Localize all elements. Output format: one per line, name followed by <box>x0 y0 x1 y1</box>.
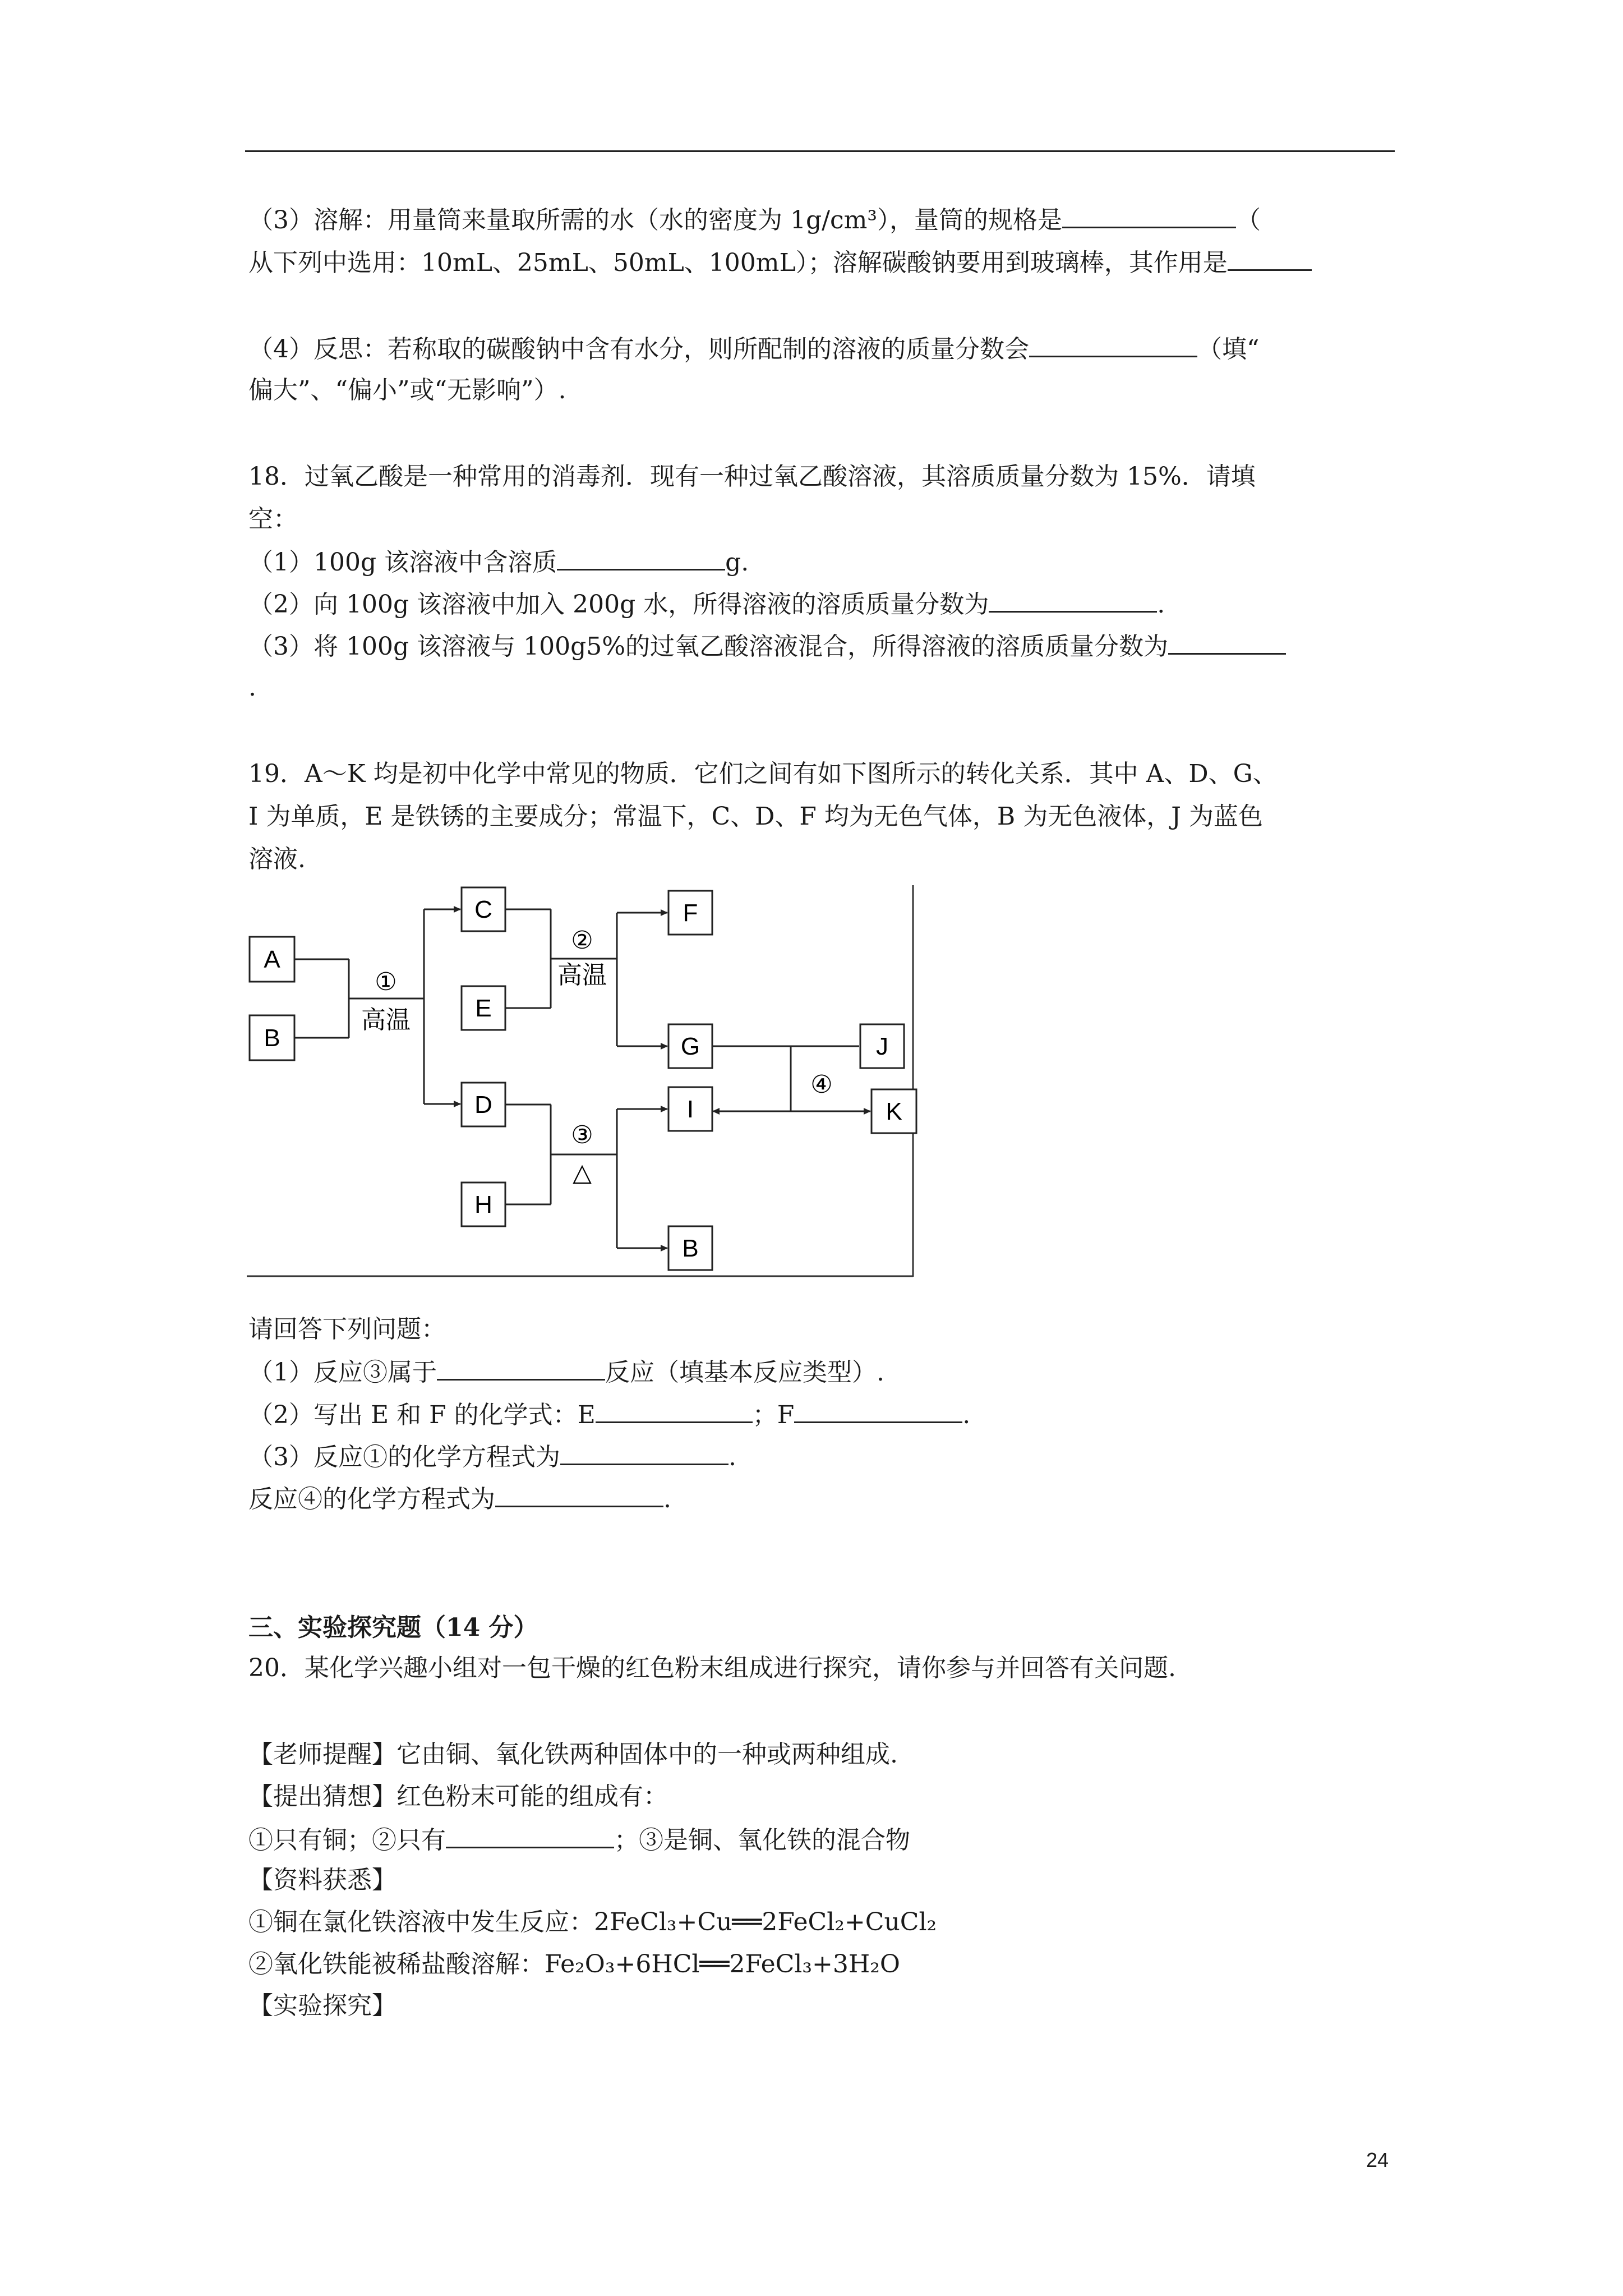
reaction-1-condition: 高温 <box>361 1006 411 1034</box>
section-3-title: 三、实验探究题（14 分） <box>248 1613 538 1642</box>
q18-part3: （3）将 100g 该溶液与 100g5%的过氧乙酸溶液混合，所得溶液的溶质质量分数为 <box>248 628 1286 664</box>
answer-blank[interactable] <box>1168 628 1286 655</box>
box-B-input <box>250 1015 294 1060</box>
box-F <box>668 891 712 935</box>
reaction-1-label: ① <box>375 968 397 996</box>
box-I <box>668 1087 712 1131</box>
svg-text:B: B <box>682 1235 699 1262</box>
box-J <box>860 1024 904 1068</box>
q18-stem-line1: 18．过氧乙酸是一种常用的消毒剂．现有一种过氧乙酸溶液，其溶质质量分数为 15%．请填 <box>248 462 1256 491</box>
q19-part1: （1）反应③属于 反应（填基本反应类型）. <box>248 1354 884 1389</box>
q18-part1: （1）100g 该溶液中含溶质 g. <box>248 544 749 579</box>
svg-text:A: A <box>264 946 280 973</box>
answer-blank[interactable] <box>495 1481 663 1507</box>
svg-text:D: D <box>474 1091 492 1119</box>
svg-text:F: F <box>683 899 698 927</box>
q19-part3: （3）反应①的化学方程式为 . <box>248 1439 736 1474</box>
header-rule <box>245 150 1395 152</box>
answer-blank[interactable] <box>1029 331 1197 357</box>
q18-part3-end: . <box>248 673 256 702</box>
answer-blank[interactable] <box>437 1354 605 1381</box>
svg-text:B: B <box>264 1024 280 1052</box>
reaction-2-label: ② <box>571 927 593 954</box>
q19-stem-line3: 溶液. <box>248 845 306 873</box>
reaction-4-label: ④ <box>810 1071 833 1098</box>
q19-intro: 请回答下列问题： <box>248 1315 446 1343</box>
svg-text:I: I <box>686 1096 694 1123</box>
q20-guess-items: ①只有铜；②只有 ；③是铜、氧化铁的混合物 <box>248 1822 910 1857</box>
box-G <box>668 1024 712 1068</box>
q17-part3-line2: 从下列中选用：10mL、25mL、50mL、100mL）；溶解碳酸钠要用到玻璃棒，其作用是 <box>248 245 1312 280</box>
svg-text:E: E <box>475 995 492 1022</box>
svg-text:G: G <box>680 1033 700 1060</box>
box-E <box>462 986 505 1030</box>
q17-part3-line1: （3）溶解：用量筒来量取所需的水（水的密度为 1g/cm³），量筒的规格是 （ <box>248 202 1261 237</box>
q20-explore-heading: 【实验探究】 <box>248 1991 396 2020</box>
answer-blank[interactable] <box>446 1822 614 1848</box>
svg-text:K: K <box>886 1098 902 1125</box>
q20-guess-heading: 【提出猜想】红色粉末可能的组成有： <box>248 1782 668 1811</box>
q17-part4-line2: 偏大”、“偏小”或“无影响”）. <box>248 376 566 404</box>
q19-stem-line2: I 为单质，E 是铁锈的主要成分；常温下，C、D、F 均为无色气体，B 为无色液体，J 为蓝色 <box>248 802 1263 831</box>
answer-blank[interactable] <box>596 1397 753 1423</box>
page-number: 24 <box>1366 2148 1389 2171</box>
reaction-2-condition: 高温 <box>557 961 607 989</box>
box-C <box>462 887 505 931</box>
reaction-3-condition: △ <box>573 1159 592 1186</box>
answer-blank[interactable] <box>1062 202 1236 228</box>
q20-info-2: ②氧化铁能被稀盐酸溶解：Fe₂O₃+6HCl══2FeCl₃+3H₂O <box>248 1950 900 1978</box>
q20-info-1: ①铜在氯化铁溶液中发生反应：2FeCl₃+Cu══2FeCl₂+CuCl₂ <box>248 1908 937 1936</box>
box-D <box>462 1083 505 1126</box>
answer-blank[interactable] <box>560 1439 728 1465</box>
reaction-3-label: ③ <box>571 1121 593 1149</box>
answer-blank[interactable] <box>989 586 1157 613</box>
q18-stem-line2: 空： <box>248 505 298 533</box>
q20-stem: 20．某化学兴趣小组对一包干燥的红色粉末组成进行探究，请你参与并回答有关问题. <box>248 1654 1176 1682</box>
q19-stem-line1: 19．A～K 均是初中化学中常见的物质．它们之间有如下图所示的转化关系．其中 A、D、G、 <box>248 760 1278 788</box>
q19-part2: （2）写出 E 和 F 的化学式：E ；F . <box>248 1397 970 1432</box>
answer-blank[interactable] <box>1228 245 1312 271</box>
box-K <box>872 1089 916 1133</box>
box-A <box>250 937 294 982</box>
reaction-flow-diagram <box>247 885 920 1278</box>
answer-blank[interactable] <box>794 1397 962 1423</box>
svg-text:C: C <box>474 896 492 923</box>
q19-part4: 反应④的化学方程式为 . <box>248 1481 671 1516</box>
box-H <box>462 1182 505 1226</box>
q20-info-heading: 【资料获悉】 <box>248 1866 396 1894</box>
q18-part2: （2）向 100g 该溶液中加入 200g 水，所得溶液的溶质质量分数为 . <box>248 586 1165 622</box>
svg-text:J: J <box>876 1033 888 1060</box>
reaction-4-connector <box>712 1046 870 1111</box>
q20-teacher-hint: 【老师提醒】它由铜、氧化铁两种固体中的一种或两种组成. <box>248 1740 898 1769</box>
box-B-output <box>668 1226 712 1270</box>
answer-blank[interactable] <box>557 544 725 570</box>
q17-part4-line1: （4）反思：若称取的碳酸钠中含有水分，则所配制的溶液的质量分数会 （填“ <box>248 331 1260 366</box>
svg-text:H: H <box>474 1191 492 1218</box>
